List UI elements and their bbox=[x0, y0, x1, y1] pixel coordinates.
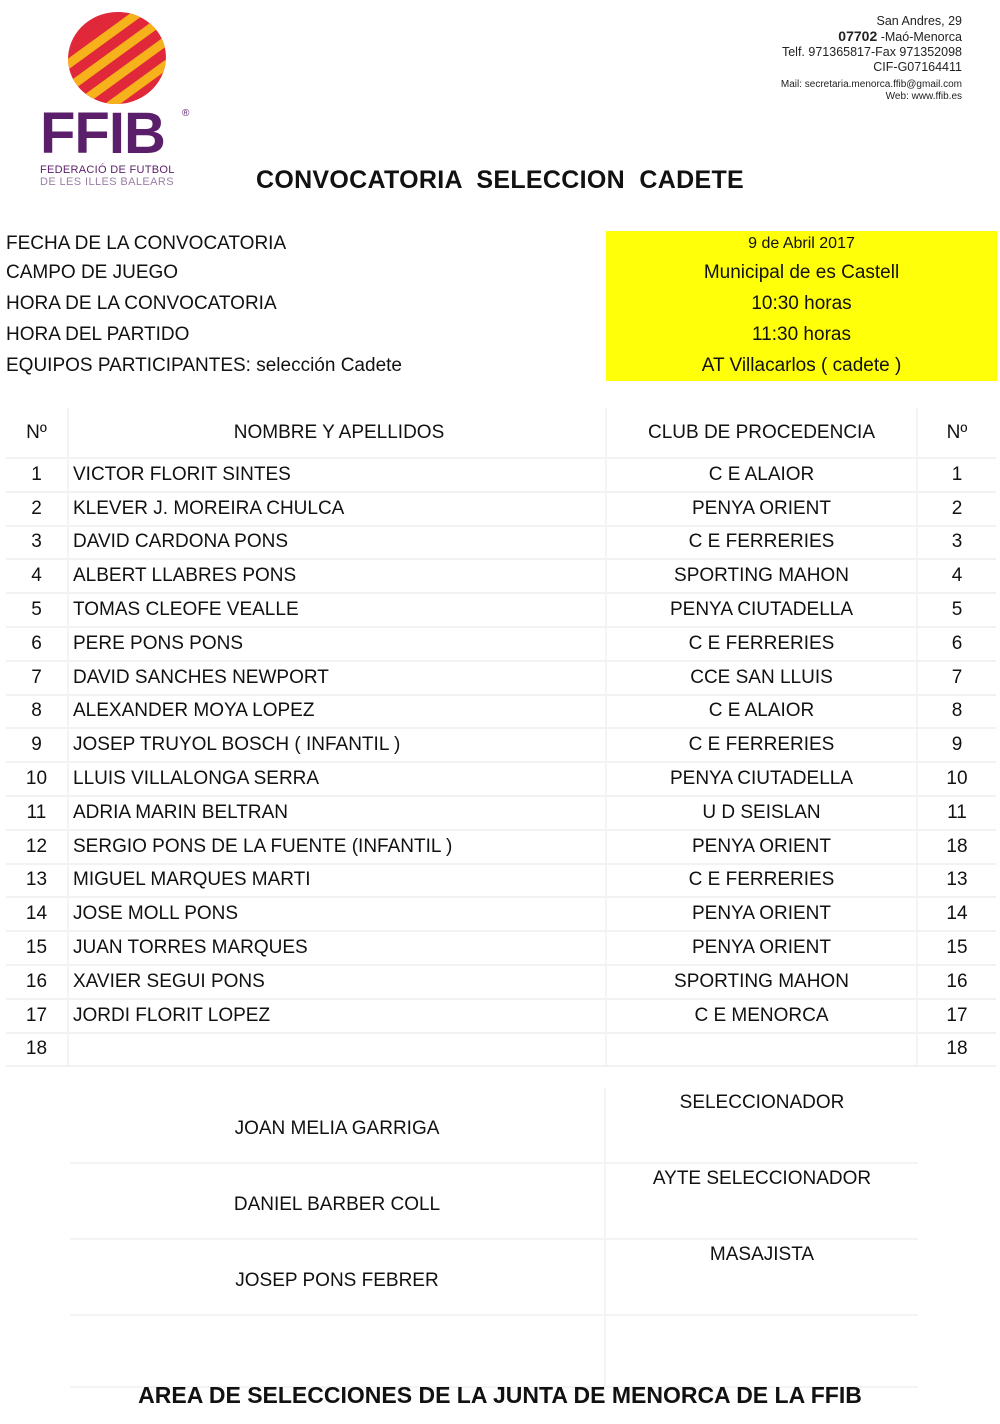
staff-row bbox=[70, 1088, 918, 1164]
table-row bbox=[6, 627, 996, 661]
player-club: C E MENORCA bbox=[606, 999, 917, 1033]
row-num: 17 bbox=[6, 999, 68, 1033]
table-row bbox=[6, 864, 996, 898]
row-num: 15 bbox=[6, 931, 68, 965]
info-value: 9 de Abril 2017 bbox=[606, 231, 997, 257]
player-club: C E ALAIOR bbox=[606, 458, 917, 492]
player-name bbox=[68, 1033, 606, 1067]
row-num-2: 13 bbox=[917, 864, 996, 898]
player-name: ADRIA MARIN BELTRAN bbox=[68, 796, 606, 830]
row-num-2: 11 bbox=[917, 796, 996, 830]
player-name: JOSE MOLL PONS bbox=[68, 897, 606, 931]
row-num-2: 18 bbox=[917, 830, 996, 864]
contact-web[interactable]: Web: www.ffib.es bbox=[885, 91, 962, 102]
info-value: 10:30 horas bbox=[606, 288, 997, 319]
info-value: Municipal de es Castell bbox=[606, 257, 997, 288]
table-row bbox=[6, 830, 996, 864]
table-row bbox=[6, 728, 996, 762]
info-row-match-time bbox=[0, 319, 1000, 350]
info-label: EQUIPOS PARTICIPANTES: selección Cadete bbox=[6, 354, 402, 376]
player-club: CCE SAN LLUIS bbox=[606, 661, 917, 695]
row-num: 2 bbox=[6, 492, 68, 526]
logo-text: FFIB bbox=[40, 101, 165, 166]
table-row bbox=[6, 593, 996, 627]
row-num-2: 3 bbox=[917, 526, 996, 560]
header-num: Nº bbox=[6, 408, 68, 458]
staff-name: JOSEP PONS FEBRER bbox=[70, 1240, 606, 1314]
player-name: DAVID CARDONA PONS bbox=[68, 526, 606, 560]
player-name: ALBERT LLABRES PONS bbox=[68, 559, 606, 593]
logo-subtitle-1: FEDERACIÓ DE FUTBOL bbox=[40, 164, 175, 176]
header-num2: Nº bbox=[917, 408, 996, 458]
contact-phone-fax: Telf. 971365817-Fax 971352098 bbox=[781, 45, 962, 59]
player-club: C E FERRERIES bbox=[606, 864, 917, 898]
row-num-2: 9 bbox=[917, 728, 996, 762]
contact-mail[interactable]: Mail: secretaria.menorca.ffib@gmail.com bbox=[780, 79, 962, 90]
player-name: DAVID SANCHES NEWPORT bbox=[68, 661, 606, 695]
player-club: PENYA CIUTADELLA bbox=[606, 593, 917, 627]
contact-address: San Andres, 29 bbox=[876, 14, 962, 28]
info-block bbox=[0, 231, 1000, 381]
player-club: C E ALAIOR bbox=[606, 695, 917, 729]
table-row bbox=[6, 492, 996, 526]
row-num-2: 7 bbox=[917, 661, 996, 695]
table-row bbox=[6, 1033, 996, 1067]
player-name: VICTOR FLORIT SINTES bbox=[68, 458, 606, 492]
staff-row bbox=[70, 1164, 918, 1240]
contact-city-line bbox=[781, 29, 962, 45]
staff-role-empty bbox=[606, 1316, 918, 1386]
player-club: PENYA ORIENT bbox=[606, 931, 917, 965]
table-row bbox=[6, 965, 996, 999]
row-num-2: 4 bbox=[917, 559, 996, 593]
player-name: JOSEP TRUYOL BOSCH ( INFANTIL ) bbox=[68, 728, 606, 762]
info-row-teams bbox=[0, 350, 1000, 381]
table-row bbox=[6, 458, 996, 492]
player-club: C E FERRERIES bbox=[606, 728, 917, 762]
contact-postal-code: 07702 bbox=[838, 28, 878, 44]
player-name: PERE PONS PONS bbox=[68, 627, 606, 661]
logo-ball-icon bbox=[62, 6, 172, 111]
staff-name: JOAN MELIA GARRIGA bbox=[70, 1088, 606, 1162]
row-num: 18 bbox=[6, 1033, 68, 1067]
player-club: PENYA ORIENT bbox=[606, 897, 917, 931]
row-num: 11 bbox=[6, 796, 68, 830]
row-num: 12 bbox=[6, 830, 68, 864]
player-name: JORDI FLORIT LOPEZ bbox=[68, 999, 606, 1033]
player-club: U D SEISLAN bbox=[606, 796, 917, 830]
header-club: CLUB DE PROCEDENCIA bbox=[606, 408, 917, 458]
table-row bbox=[6, 897, 996, 931]
contact-cif: CIF-G07164411 bbox=[873, 60, 962, 74]
table-row bbox=[6, 661, 996, 695]
table-row bbox=[6, 931, 996, 965]
row-num-2: 10 bbox=[917, 762, 996, 796]
player-name: LLUIS VILLALONGA SERRA bbox=[68, 762, 606, 796]
info-label: CAMPO DE JUEGO bbox=[6, 261, 179, 283]
logo-subtitle-2: DE LES ILLES BALEARS bbox=[40, 176, 174, 188]
info-label: HORA DEL PARTIDO bbox=[6, 323, 190, 345]
player-name: ALEXANDER MOYA LOPEZ bbox=[68, 695, 606, 729]
row-num: 16 bbox=[6, 965, 68, 999]
table-row bbox=[6, 796, 996, 830]
row-num-2: 18 bbox=[917, 1033, 996, 1067]
player-club: PENYA ORIENT bbox=[606, 830, 917, 864]
registered-mark: ® bbox=[182, 108, 190, 119]
table-row bbox=[6, 999, 996, 1033]
staff-name-empty bbox=[70, 1316, 606, 1386]
row-num-2: 6 bbox=[917, 627, 996, 661]
row-num: 9 bbox=[6, 728, 68, 762]
info-row-call-time bbox=[0, 288, 1000, 319]
row-num: 1 bbox=[6, 458, 68, 492]
table-row bbox=[6, 559, 996, 593]
staff-block bbox=[70, 1088, 918, 1388]
player-club: C E FERRERIES bbox=[606, 627, 917, 661]
player-name: SERGIO PONS DE LA FUENTE (INFANTIL ) bbox=[68, 830, 606, 864]
table-row bbox=[6, 526, 996, 560]
row-num: 7 bbox=[6, 661, 68, 695]
row-num-2: 8 bbox=[917, 695, 996, 729]
row-num-2: 5 bbox=[917, 593, 996, 627]
info-label: FECHA DE LA CONVOCATORIA bbox=[6, 233, 287, 254]
table-row bbox=[6, 695, 996, 729]
player-club: SPORTING MAHON bbox=[606, 965, 917, 999]
player-club bbox=[606, 1033, 917, 1067]
page-title: CONVOCATORIA SELECCION CADETE bbox=[255, 166, 745, 194]
player-name: KLEVER J. MOREIRA CHULCA bbox=[68, 492, 606, 526]
table-header-row bbox=[6, 408, 996, 458]
row-num-2: 15 bbox=[917, 931, 996, 965]
staff-row bbox=[70, 1240, 918, 1316]
table-row bbox=[6, 762, 996, 796]
staff-row-empty bbox=[70, 1316, 918, 1388]
player-club: PENYA ORIENT bbox=[606, 492, 917, 526]
player-name: JUAN TORRES MARQUES bbox=[68, 931, 606, 965]
roster-table bbox=[6, 408, 996, 1067]
row-num-2: 1 bbox=[917, 458, 996, 492]
info-row-date bbox=[0, 231, 1000, 257]
row-num: 5 bbox=[6, 593, 68, 627]
info-value: AT Villacarlos ( cadete ) bbox=[606, 350, 997, 381]
row-num-2: 17 bbox=[917, 999, 996, 1033]
player-name: MIGUEL MARQUES MARTI bbox=[68, 864, 606, 898]
player-club: PENYA CIUTADELLA bbox=[606, 762, 917, 796]
contact-block bbox=[781, 14, 962, 103]
row-num: 6 bbox=[6, 627, 68, 661]
player-name: XAVIER SEGUI PONS bbox=[68, 965, 606, 999]
staff-name: DANIEL BARBER COLL bbox=[70, 1164, 606, 1238]
info-row-venue bbox=[0, 257, 1000, 288]
staff-role: SELECCIONADOR bbox=[679, 1092, 845, 1113]
staff-role: MASAJISTA bbox=[709, 1244, 815, 1265]
row-num: 3 bbox=[6, 526, 68, 560]
row-num-2: 14 bbox=[917, 897, 996, 931]
ffib-logo bbox=[38, 12, 198, 188]
player-name: TOMAS CLEOFE VEALLE bbox=[68, 593, 606, 627]
info-value: 11:30 horas bbox=[606, 319, 997, 350]
player-club: SPORTING MAHON bbox=[606, 559, 917, 593]
contact-city: -Maó-Menorca bbox=[880, 30, 962, 44]
row-num-2: 16 bbox=[917, 965, 996, 999]
staff-role: AYTE SELECCIONADOR bbox=[652, 1168, 872, 1189]
row-num: 13 bbox=[6, 864, 68, 898]
info-label: HORA DE LA CONVOCATORIA bbox=[6, 292, 277, 314]
row-num: 10 bbox=[6, 762, 68, 796]
footer-text: AREA DE SELECCIONES DE LA JUNTA DE MENORCA DE LA FFIB bbox=[138, 1382, 862, 1408]
header-name: NOMBRE Y APELLIDOS bbox=[68, 408, 606, 458]
row-num: 14 bbox=[6, 897, 68, 931]
row-num: 8 bbox=[6, 695, 68, 729]
player-club: C E FERRERIES bbox=[606, 526, 917, 560]
row-num: 4 bbox=[6, 559, 68, 593]
row-num-2: 2 bbox=[917, 492, 996, 526]
